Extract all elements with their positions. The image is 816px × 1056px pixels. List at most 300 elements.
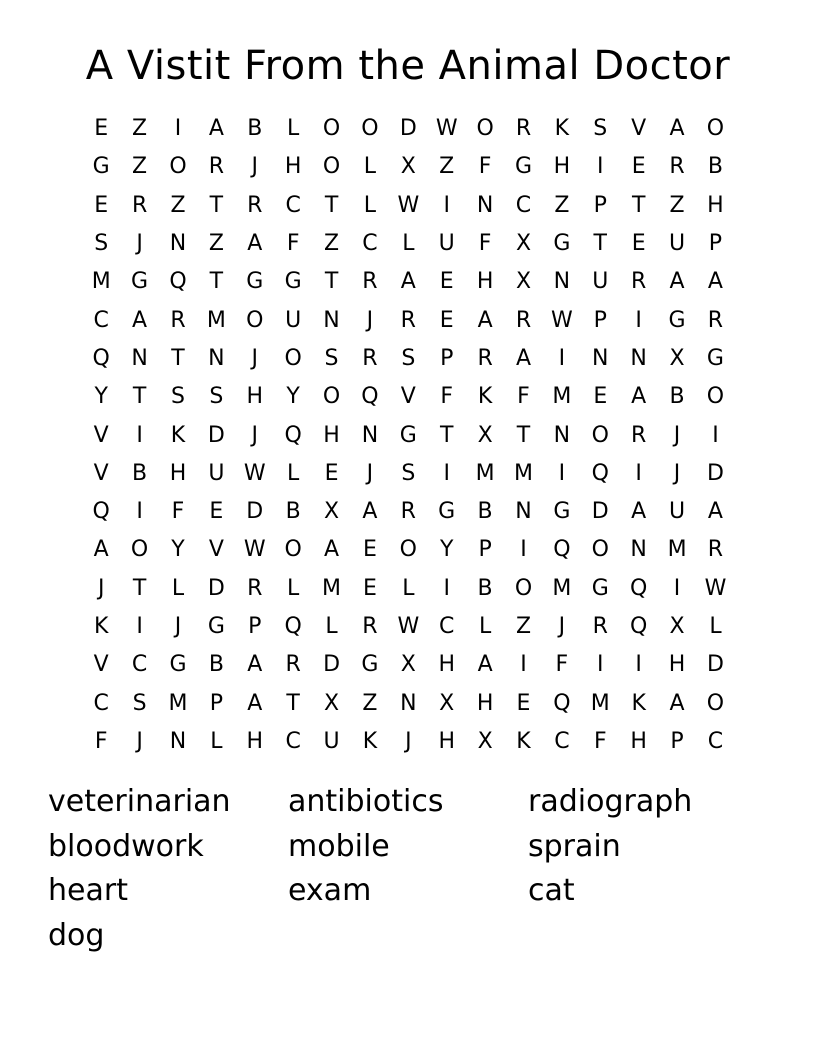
grid-cell[interactable]: T bbox=[286, 690, 300, 716]
grid-cell[interactable]: M bbox=[206, 307, 226, 333]
grid-cell[interactable]: G bbox=[668, 307, 686, 333]
grid-cell[interactable]: F bbox=[593, 728, 607, 754]
grid-cell[interactable]: J bbox=[251, 422, 258, 448]
grid-cell[interactable]: K bbox=[170, 422, 186, 448]
grid-cell[interactable]: Q bbox=[169, 269, 187, 295]
grid-cell[interactable]: C bbox=[285, 728, 301, 754]
grid-cell[interactable]: R bbox=[247, 575, 263, 601]
grid-cell[interactable]: J bbox=[136, 231, 143, 257]
grid-cell[interactable]: P bbox=[248, 614, 262, 639]
grid-cell[interactable]: E bbox=[439, 269, 454, 295]
grid-cell[interactable]: S bbox=[401, 345, 416, 371]
grid-cell[interactable]: N bbox=[630, 345, 647, 371]
grid-cell[interactable]: C bbox=[707, 728, 724, 754]
grid-cell[interactable]: Y bbox=[171, 537, 185, 563]
grid-cell[interactable]: G bbox=[131, 269, 149, 295]
grid-cell[interactable]: R bbox=[170, 307, 186, 333]
grid-cell[interactable]: N bbox=[323, 307, 340, 333]
grid-cell[interactable]: W bbox=[243, 460, 266, 486]
grid-cell[interactable]: J bbox=[174, 614, 182, 639]
word-list-item: exam bbox=[288, 873, 372, 908]
grid-cell[interactable]: C bbox=[439, 614, 455, 639]
grid-cell[interactable]: J bbox=[97, 575, 105, 601]
grid-cell[interactable]: L bbox=[402, 575, 415, 601]
grid-cell[interactable]: I bbox=[635, 307, 642, 333]
grid-cell[interactable]: H bbox=[284, 154, 302, 180]
grid-cell[interactable]: R bbox=[208, 154, 225, 180]
grid-cell[interactable]: Z bbox=[515, 614, 532, 639]
grid-cell[interactable]: F bbox=[517, 384, 530, 410]
grid-cell[interactable]: G bbox=[553, 231, 571, 257]
grid-cell[interactable]: Z bbox=[208, 231, 224, 257]
grid-cell[interactable]: O bbox=[246, 307, 264, 333]
grid-cell[interactable]: T bbox=[593, 231, 607, 257]
grid-cell[interactable]: D bbox=[246, 499, 264, 525]
grid-cell[interactable]: O bbox=[514, 575, 533, 601]
grid-cell[interactable]: Q bbox=[591, 460, 609, 486]
grid-cell[interactable]: N bbox=[169, 231, 187, 257]
grid-cell[interactable]: V bbox=[93, 460, 109, 486]
grid-cell[interactable]: G bbox=[246, 269, 264, 295]
grid-cell[interactable]: R bbox=[669, 154, 685, 180]
grid-cell[interactable]: V bbox=[400, 384, 416, 410]
grid-cell[interactable]: E bbox=[516, 690, 531, 716]
grid-cell[interactable]: Q bbox=[284, 422, 302, 448]
grid-cell[interactable]: A bbox=[132, 307, 148, 333]
grid-cell[interactable]: A bbox=[631, 499, 647, 525]
grid-cell[interactable]: H bbox=[476, 690, 494, 716]
grid-cell[interactable]: G bbox=[553, 499, 571, 525]
grid-cell[interactable]: R bbox=[631, 269, 647, 295]
grid-cell[interactable]: D bbox=[706, 652, 724, 678]
grid-cell[interactable]: F bbox=[478, 231, 492, 257]
grid-cell[interactable]: W bbox=[397, 192, 420, 218]
grid-cell[interactable]: O bbox=[284, 537, 302, 563]
grid-cell[interactable]: E bbox=[94, 116, 109, 142]
grid-cell[interactable]: B bbox=[669, 384, 685, 410]
grid-cell[interactable]: P bbox=[708, 231, 723, 257]
grid-cell[interactable]: X bbox=[324, 499, 340, 525]
grid-cell[interactable]: J bbox=[673, 422, 681, 448]
grid-cell[interactable]: Q bbox=[630, 575, 648, 601]
grid-cell[interactable]: N bbox=[208, 345, 225, 371]
grid-cell[interactable]: N bbox=[630, 537, 647, 563]
grid-cell[interactable]: T bbox=[209, 269, 224, 295]
grid-cell[interactable]: A bbox=[247, 652, 263, 678]
grid-cell[interactable]: A bbox=[400, 269, 416, 295]
grid-cell[interactable]: A bbox=[669, 690, 685, 716]
grid-cell[interactable]: T bbox=[324, 192, 339, 218]
grid-cell[interactable]: D bbox=[207, 575, 225, 601]
grid-cell[interactable]: I bbox=[174, 116, 182, 142]
grid-cell[interactable]: O bbox=[591, 422, 609, 448]
grid-cell[interactable]: Q bbox=[553, 537, 571, 563]
grid-cell[interactable]: I bbox=[597, 652, 604, 678]
grid-cell[interactable]: E bbox=[362, 575, 377, 601]
grid-cell[interactable]: P bbox=[440, 345, 454, 371]
grid-cell[interactable]: L bbox=[287, 460, 300, 486]
grid-cell[interactable]: M bbox=[475, 460, 495, 486]
grid-cell[interactable]: D bbox=[323, 652, 341, 678]
grid-cell[interactable]: S bbox=[94, 231, 109, 257]
grid-cell[interactable]: Q bbox=[630, 614, 648, 639]
grid-cell[interactable]: N bbox=[553, 269, 571, 295]
grid-cell[interactable]: F bbox=[94, 728, 108, 754]
grid-cell[interactable]: O bbox=[706, 690, 725, 716]
word-list-item: cat bbox=[528, 873, 575, 908]
grid-cell[interactable]: U bbox=[208, 460, 225, 486]
grid-cell[interactable]: T bbox=[209, 192, 224, 218]
grid-cell[interactable]: U bbox=[285, 307, 302, 333]
grid-cell[interactable]: K bbox=[631, 690, 646, 716]
grid-cell[interactable]: X bbox=[477, 422, 493, 448]
grid-cell[interactable]: P bbox=[593, 307, 607, 333]
grid-cell[interactable]: A bbox=[669, 116, 685, 142]
grid-cell[interactable]: E bbox=[439, 307, 454, 333]
grid-cell[interactable]: N bbox=[131, 345, 148, 371]
grid-cell[interactable]: J bbox=[558, 614, 566, 639]
grid-cell[interactable]: W bbox=[704, 575, 727, 601]
grid-cell[interactable]: G bbox=[207, 614, 225, 639]
grid-cell[interactable]: B bbox=[477, 499, 493, 525]
grid-cell[interactable]: I bbox=[712, 422, 719, 448]
grid-cell[interactable]: U bbox=[438, 231, 455, 257]
grid-cell[interactable]: K bbox=[516, 728, 531, 754]
grid-cell[interactable]: G bbox=[361, 652, 379, 678]
grid-cell[interactable]: I bbox=[443, 192, 450, 218]
grid-cell[interactable]: E bbox=[631, 154, 646, 180]
grid-cell[interactable]: P bbox=[593, 192, 607, 218]
grid-cell[interactable]: M bbox=[590, 690, 610, 716]
grid-cell[interactable]: I bbox=[558, 345, 566, 371]
grid-cell[interactable]: P bbox=[670, 728, 684, 754]
grid-cell[interactable]: T bbox=[516, 422, 531, 448]
grid-cell[interactable]: A bbox=[362, 499, 378, 525]
grid-cell[interactable]: I bbox=[597, 154, 604, 180]
grid-cell[interactable]: X bbox=[324, 690, 340, 716]
grid-cell[interactable]: M bbox=[552, 384, 572, 410]
grid-cell[interactable]: S bbox=[401, 460, 416, 486]
grid-cell[interactable]: N bbox=[592, 345, 609, 371]
grid-cell[interactable]: A bbox=[477, 652, 493, 678]
grid-cell[interactable]: R bbox=[400, 499, 416, 525]
grid-cell[interactable]: G bbox=[706, 345, 724, 371]
grid-cell[interactable]: X bbox=[515, 269, 532, 295]
grid-cell[interactable]: I bbox=[136, 499, 143, 525]
word-list-item: sprain bbox=[528, 828, 621, 864]
word-list-item: antibiotics bbox=[288, 784, 444, 819]
grid-cell[interactable]: Z bbox=[439, 154, 455, 180]
grid-cell[interactable]: T bbox=[132, 384, 147, 410]
grid-cell[interactable]: I bbox=[136, 422, 143, 448]
letter-grid[interactable] bbox=[82, 110, 736, 761]
grid-cell[interactable]: J bbox=[673, 460, 681, 486]
grid-cell[interactable]: R bbox=[707, 307, 724, 333]
grid-cell[interactable]: G bbox=[92, 154, 110, 180]
grid-cell[interactable]: X bbox=[439, 690, 455, 716]
grid-cell[interactable]: H bbox=[668, 652, 686, 678]
grid-cell[interactable]: B bbox=[247, 116, 263, 142]
grid-cell[interactable]: H bbox=[630, 728, 647, 754]
grid-cell[interactable]: O bbox=[399, 537, 417, 563]
grid-cell[interactable]: D bbox=[706, 460, 724, 486]
grid-cell[interactable]: Q bbox=[361, 384, 379, 410]
grid-cell[interactable]: H bbox=[438, 728, 455, 754]
grid-cell[interactable]: T bbox=[324, 269, 339, 295]
grid-cell[interactable]: X bbox=[669, 345, 685, 371]
grid-cell[interactable]: F bbox=[171, 499, 185, 525]
grid-cell[interactable]: R bbox=[631, 422, 647, 448]
grid-cell[interactable]: E bbox=[631, 231, 646, 257]
grid-cell[interactable]: F bbox=[440, 384, 454, 410]
grid-cell[interactable]: X bbox=[669, 614, 685, 639]
grid-cell[interactable]: Z bbox=[132, 116, 148, 142]
grid-cell[interactable]: R bbox=[707, 537, 724, 563]
grid-cell[interactable]: U bbox=[669, 231, 686, 257]
grid-cell[interactable]: I bbox=[558, 460, 566, 486]
grid-cell[interactable]: B bbox=[132, 460, 148, 486]
grid-cell[interactable]: S bbox=[324, 345, 339, 371]
grid-cell[interactable]: L bbox=[478, 614, 492, 639]
word-list-item: mobile bbox=[288, 828, 390, 864]
grid-cell[interactable]: F bbox=[555, 652, 569, 678]
grid-cell[interactable]: R bbox=[362, 345, 378, 371]
grid-cell[interactable]: N bbox=[169, 728, 187, 754]
grid-cell[interactable]: W bbox=[243, 537, 266, 563]
grid-cell[interactable]: A bbox=[93, 537, 109, 563]
grid-cell[interactable]: N bbox=[361, 422, 379, 448]
grid-cell[interactable]: I bbox=[443, 460, 450, 486]
word-list-item: veterinarian bbox=[48, 784, 231, 819]
grid-cell[interactable]: R bbox=[362, 614, 378, 639]
grid-cell[interactable]: C bbox=[93, 690, 109, 716]
grid-cell[interactable]: R bbox=[285, 652, 301, 678]
grid-cell[interactable]: O bbox=[322, 154, 341, 180]
grid-cell[interactable]: O bbox=[169, 154, 187, 180]
grid-cell[interactable]: R bbox=[131, 192, 148, 218]
word-list-item: heart bbox=[48, 873, 128, 908]
grid-cell[interactable]: J bbox=[405, 728, 412, 754]
grid-cell[interactable]: B bbox=[707, 154, 723, 180]
grid-cell[interactable]: K bbox=[477, 384, 493, 410]
grid-cell[interactable]: D bbox=[399, 116, 417, 142]
grid-cell[interactable]: A bbox=[247, 231, 263, 257]
grid-cell[interactable]: A bbox=[247, 690, 263, 716]
grid-cell[interactable]: X bbox=[515, 231, 532, 257]
grid-cell[interactable]: Q bbox=[92, 499, 110, 525]
grid-cell[interactable]: L bbox=[363, 192, 377, 218]
grid-cell[interactable]: G bbox=[591, 575, 609, 601]
grid-cell[interactable]: J bbox=[366, 307, 374, 333]
grid-cell[interactable]: B bbox=[477, 575, 493, 601]
grid-cell[interactable]: M bbox=[91, 269, 111, 295]
grid-cell[interactable]: V bbox=[631, 116, 647, 142]
grid-cell[interactable]: E bbox=[324, 460, 339, 486]
grid-cell[interactable]: C bbox=[285, 192, 301, 218]
grid-cell[interactable]: S bbox=[132, 690, 147, 716]
grid-cell[interactable]: I bbox=[520, 537, 527, 563]
grid-cell[interactable]: O bbox=[130, 537, 149, 563]
grid-cell[interactable]: Y bbox=[439, 537, 454, 563]
grid-cell[interactable]: W bbox=[435, 116, 458, 142]
grid-cell[interactable]: T bbox=[631, 192, 646, 218]
grid-cell[interactable]: N bbox=[515, 499, 532, 525]
grid-cell[interactable]: Z bbox=[669, 192, 685, 218]
grid-cell[interactable]: U bbox=[592, 269, 609, 295]
grid-cell[interactable]: J bbox=[366, 460, 374, 486]
grid-cell[interactable]: O bbox=[591, 537, 609, 563]
grid-cell[interactable]: N bbox=[400, 690, 417, 716]
grid-cell[interactable]: F bbox=[286, 231, 300, 257]
grid-cell[interactable]: Z bbox=[132, 154, 148, 180]
grid-cell[interactable]: Y bbox=[94, 384, 108, 410]
grid-cell[interactable]: B bbox=[285, 499, 301, 525]
grid-cell[interactable]: O bbox=[706, 384, 725, 410]
grid-cell[interactable]: L bbox=[402, 231, 415, 257]
grid-cell[interactable]: E bbox=[362, 537, 377, 563]
grid-cell[interactable]: N bbox=[553, 422, 571, 448]
grid-cell[interactable]: J bbox=[251, 154, 258, 180]
grid-cell[interactable]: M bbox=[168, 690, 188, 716]
grid-cell[interactable]: H bbox=[476, 269, 494, 295]
grid-cell[interactable]: G bbox=[169, 652, 187, 678]
grid-cell[interactable]: R bbox=[247, 192, 263, 218]
grid-cell[interactable]: Q bbox=[284, 614, 302, 639]
page-title: A Vistit From the Animal Doctor bbox=[85, 43, 731, 89]
grid-cell[interactable]: E bbox=[94, 192, 109, 218]
grid-cell[interactable]: O bbox=[284, 345, 302, 371]
grid-cell[interactable]: F bbox=[478, 154, 492, 180]
grid-cell[interactable]: G bbox=[438, 499, 456, 525]
grid-cell[interactable]: K bbox=[554, 116, 570, 142]
grid-cell[interactable]: G bbox=[514, 154, 533, 180]
grid-cell[interactable]: T bbox=[132, 575, 147, 601]
grid-cell[interactable]: Z bbox=[170, 192, 186, 218]
grid-cell[interactable]: L bbox=[363, 154, 377, 180]
grid-cell[interactable]: T bbox=[439, 422, 454, 448]
grid-cell[interactable]: A bbox=[707, 269, 723, 295]
grid-cell[interactable]: O bbox=[706, 116, 725, 142]
grid-cell[interactable]: P bbox=[209, 690, 223, 716]
grid-cell[interactable]: H bbox=[438, 652, 455, 678]
grid-cell[interactable]: L bbox=[287, 575, 300, 601]
grid-cell[interactable]: X bbox=[400, 652, 416, 678]
grid-cell[interactable]: V bbox=[93, 422, 109, 448]
grid-cell[interactable]: A bbox=[324, 537, 340, 563]
grid-cell[interactable]: A bbox=[707, 499, 723, 525]
grid-cell[interactable]: M bbox=[322, 575, 342, 601]
grid-cell[interactable]: A bbox=[477, 307, 493, 333]
grid-cell[interactable]: H bbox=[323, 422, 340, 448]
grid-cell[interactable]: E bbox=[593, 384, 608, 410]
grid-cell[interactable]: M bbox=[552, 575, 572, 601]
grid-cell[interactable]: S bbox=[209, 384, 224, 410]
grid-cell[interactable]: R bbox=[477, 345, 493, 371]
grid-cell[interactable]: L bbox=[287, 116, 300, 142]
grid-cell[interactable]: K bbox=[93, 614, 109, 639]
grid-cell[interactable]: C bbox=[515, 192, 532, 218]
grid-cell[interactable]: R bbox=[362, 269, 378, 295]
grid-cell[interactable]: O bbox=[476, 116, 494, 142]
grid-cell[interactable]: C bbox=[554, 728, 570, 754]
grid-cell[interactable]: S bbox=[593, 116, 608, 142]
grid-cell[interactable]: Z bbox=[324, 231, 340, 257]
grid-cell[interactable]: Y bbox=[286, 384, 300, 410]
grid-cell[interactable]: I bbox=[443, 575, 450, 601]
grid-cell[interactable]: R bbox=[592, 614, 608, 639]
word-list bbox=[48, 780, 768, 958]
grid-cell[interactable]: C bbox=[131, 652, 148, 678]
grid-cell[interactable]: U bbox=[323, 728, 340, 754]
word-list-item: dog bbox=[48, 917, 105, 953]
grid-cell[interactable]: P bbox=[478, 537, 492, 563]
grid-cell[interactable]: U bbox=[669, 499, 686, 525]
grid-cell[interactable]: L bbox=[210, 728, 223, 754]
grid-cell[interactable]: O bbox=[322, 116, 341, 142]
grid-cell[interactable]: G bbox=[399, 422, 417, 448]
grid-cell[interactable]: A bbox=[208, 116, 224, 142]
grid-cell[interactable]: O bbox=[322, 384, 341, 410]
grid-cell[interactable]: L bbox=[325, 614, 338, 639]
grid-cell[interactable]: T bbox=[171, 345, 185, 371]
grid-cell[interactable]: M bbox=[514, 460, 533, 486]
grid-cell[interactable]: H bbox=[553, 154, 571, 180]
grid-cell[interactable]: H bbox=[169, 460, 187, 486]
grid-cell[interactable]: D bbox=[207, 422, 225, 448]
grid-cell[interactable]: I bbox=[520, 652, 527, 678]
grid-cell[interactable]: B bbox=[208, 652, 224, 678]
grid-cell[interactable]: R bbox=[515, 307, 532, 333]
grid-cell[interactable]: X bbox=[400, 154, 416, 180]
grid-cell[interactable]: Z bbox=[362, 690, 378, 716]
grid-cell[interactable]: H bbox=[246, 728, 264, 754]
grid-cell[interactable]: Z bbox=[554, 192, 570, 218]
grid-cell[interactable]: I bbox=[635, 460, 642, 486]
grid-cell[interactable]: J bbox=[251, 345, 258, 371]
grid-cell[interactable]: X bbox=[477, 728, 493, 754]
grid-cell[interactable]: L bbox=[709, 614, 722, 639]
grid-cell[interactable]: J bbox=[136, 728, 143, 754]
grid-cell[interactable]: D bbox=[591, 499, 609, 525]
grid-cell[interactable]: I bbox=[136, 614, 143, 639]
grid-cell[interactable]: C bbox=[93, 307, 109, 333]
grid-cell[interactable]: V bbox=[208, 537, 224, 563]
grid-cell[interactable]: W bbox=[551, 307, 573, 333]
grid-cell[interactable]: V bbox=[93, 652, 109, 678]
grid-cell[interactable]: S bbox=[170, 384, 185, 410]
grid-cell[interactable]: Q bbox=[553, 690, 571, 716]
grid-cell[interactable]: I bbox=[673, 575, 681, 601]
grid-cell[interactable]: H bbox=[246, 384, 264, 410]
grid-cell[interactable]: A bbox=[631, 384, 647, 410]
grid-cell[interactable]: Q bbox=[92, 345, 110, 371]
grid-cell[interactable]: A bbox=[515, 345, 532, 371]
grid-cell[interactable]: L bbox=[171, 575, 185, 601]
grid-cell[interactable]: A bbox=[669, 269, 685, 295]
grid-cell[interactable]: I bbox=[635, 652, 642, 678]
grid-cell[interactable]: G bbox=[284, 269, 302, 295]
grid-cell[interactable]: W bbox=[397, 614, 420, 639]
grid-cell[interactable]: K bbox=[362, 728, 378, 754]
grid-cell[interactable]: C bbox=[362, 231, 378, 257]
grid-cell[interactable]: H bbox=[707, 192, 724, 218]
grid-cell[interactable]: M bbox=[667, 537, 687, 563]
grid-cell[interactable]: O bbox=[361, 116, 379, 142]
grid-cell[interactable]: N bbox=[476, 192, 494, 218]
grid-cell[interactable]: R bbox=[515, 116, 532, 142]
grid-cell[interactable]: E bbox=[209, 499, 224, 525]
grid-cell[interactable]: R bbox=[400, 307, 416, 333]
